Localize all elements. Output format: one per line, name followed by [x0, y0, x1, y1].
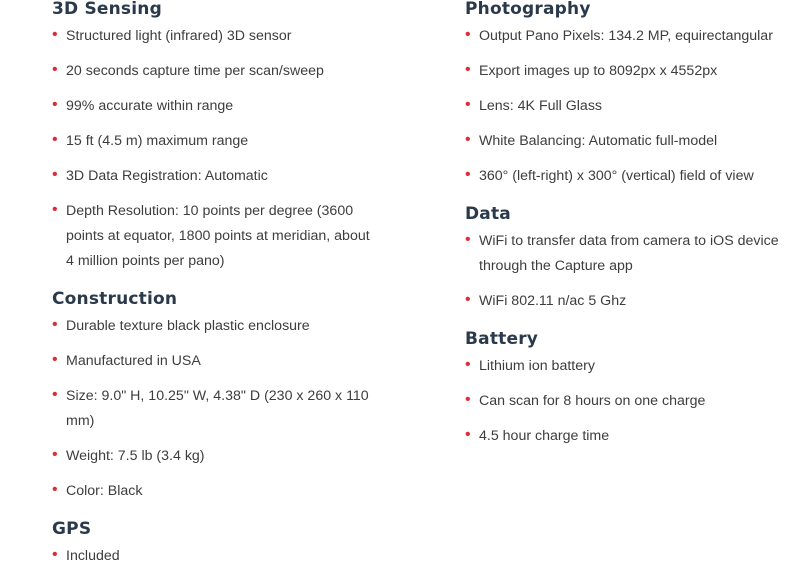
- spec-text: 15 ft (4.5 m) maximum range: [66, 133, 249, 149]
- bullet-icon: •: [465, 426, 471, 443]
- list-item: [465, 164, 795, 189]
- list-item: [465, 424, 795, 449]
- bullet-icon: •: [52, 386, 58, 403]
- spec-text: Structured light (infrared) 3D sensor: [66, 28, 292, 44]
- section-title-photography: Photography: [465, 0, 591, 19]
- list-item: [52, 544, 372, 569]
- bullet-icon: •: [52, 316, 58, 333]
- spec-list-battery: [465, 354, 795, 449]
- spec-text: Color: Black: [66, 483, 143, 499]
- bullet-icon: •: [465, 231, 471, 248]
- section-construction: [52, 284, 372, 504]
- list-item: [465, 129, 795, 154]
- spec-list-3d-sensing: [52, 24, 372, 274]
- spec-text: 20 seconds capture time per scan/sweep: [66, 63, 324, 79]
- bullet-icon: •: [52, 481, 58, 498]
- spec-text: 360° (left-right) x 300° (vertical) field of view: [479, 168, 754, 184]
- spec-text: Size: 9.0" H, 10.25" W, 4.38" D (230 x 260 x 110 mm): [66, 388, 369, 429]
- spec-list-construction: [52, 314, 372, 504]
- section-data: [465, 199, 795, 314]
- list-item: [52, 164, 372, 189]
- bullet-icon: •: [52, 351, 58, 368]
- bullet-icon: •: [465, 131, 471, 148]
- spec-text: WiFi 802.11 n/ac 5 Ghz: [479, 293, 627, 309]
- list-item: [52, 24, 372, 49]
- spec-list-gps: [52, 544, 372, 569]
- section-title-3d-sensing: 3D Sensing: [52, 0, 162, 19]
- section-title-data: Data: [465, 204, 511, 224]
- list-item: [52, 199, 372, 274]
- spec-list-photography: [465, 24, 795, 189]
- spec-text: White Balancing: Automatic full-model: [479, 133, 718, 149]
- bullet-icon: •: [52, 166, 58, 183]
- spec-list-data: [465, 229, 795, 314]
- spec-text: Lens: 4K Full Glass: [479, 98, 603, 114]
- section-photography: [465, 0, 795, 189]
- list-item: [465, 59, 795, 84]
- bullet-icon: •: [52, 446, 58, 463]
- spec-text: Export images up to 8092px x 4552px: [479, 63, 718, 79]
- bullet-icon: •: [465, 61, 471, 78]
- spec-column-left: [52, 0, 372, 579]
- spec-text: Output Pano Pixels: 134.2 MP, equirectangular: [479, 28, 773, 44]
- spec-text: 4.5 hour charge time: [479, 428, 610, 444]
- spec-text: Depth Resolution: 10 points per degree (3600 points at equator, 1800 points at meridian, about 4 million points per pano): [66, 203, 370, 269]
- list-item: [52, 129, 372, 154]
- list-item: [52, 59, 372, 84]
- section-title-battery: Battery: [465, 329, 539, 349]
- section-title-construction: Construction: [52, 289, 178, 309]
- bullet-icon: •: [52, 131, 58, 148]
- list-item: [465, 94, 795, 119]
- bullet-icon: •: [465, 26, 471, 43]
- list-item: [465, 24, 795, 49]
- spec-text: Included: [66, 548, 120, 564]
- section-3d-sensing: [52, 0, 372, 274]
- spec-text: WiFi to transfer data from camera to iOS device through the Capture app: [479, 233, 779, 274]
- list-item: [52, 349, 372, 374]
- list-item: [465, 229, 795, 279]
- spec-text: Manufactured in USA: [66, 353, 201, 369]
- spec-text: Lithium ion battery: [479, 358, 595, 374]
- bullet-icon: •: [52, 26, 58, 43]
- bullet-icon: •: [52, 61, 58, 78]
- list-item: [52, 314, 372, 339]
- section-battery: [465, 324, 795, 449]
- list-item: [465, 354, 795, 379]
- list-item: [465, 389, 795, 414]
- bullet-icon: •: [465, 356, 471, 373]
- bullet-icon: •: [52, 546, 58, 563]
- spec-text: Durable texture black plastic enclosure: [66, 318, 310, 334]
- list-item: [52, 479, 372, 504]
- spec-text: Weight: 7.5 lb (3.4 kg): [66, 448, 205, 464]
- spec-text: 3D Data Registration: Automatic: [66, 168, 268, 184]
- list-item: [52, 94, 372, 119]
- list-item: [52, 444, 372, 469]
- spec-column-right: [465, 0, 795, 459]
- section-gps: [52, 514, 372, 569]
- bullet-icon: •: [465, 96, 471, 113]
- list-item: [465, 289, 795, 314]
- list-item: [52, 384, 372, 434]
- spec-text: 99% accurate within range: [66, 98, 234, 114]
- bullet-icon: •: [52, 96, 58, 113]
- spec-text: Can scan for 8 hours on one charge: [479, 393, 706, 409]
- bullet-icon: •: [465, 291, 471, 308]
- bullet-icon: •: [465, 391, 471, 408]
- section-title-gps: GPS: [52, 519, 92, 539]
- bullet-icon: •: [52, 201, 58, 218]
- bullet-icon: •: [465, 166, 471, 183]
